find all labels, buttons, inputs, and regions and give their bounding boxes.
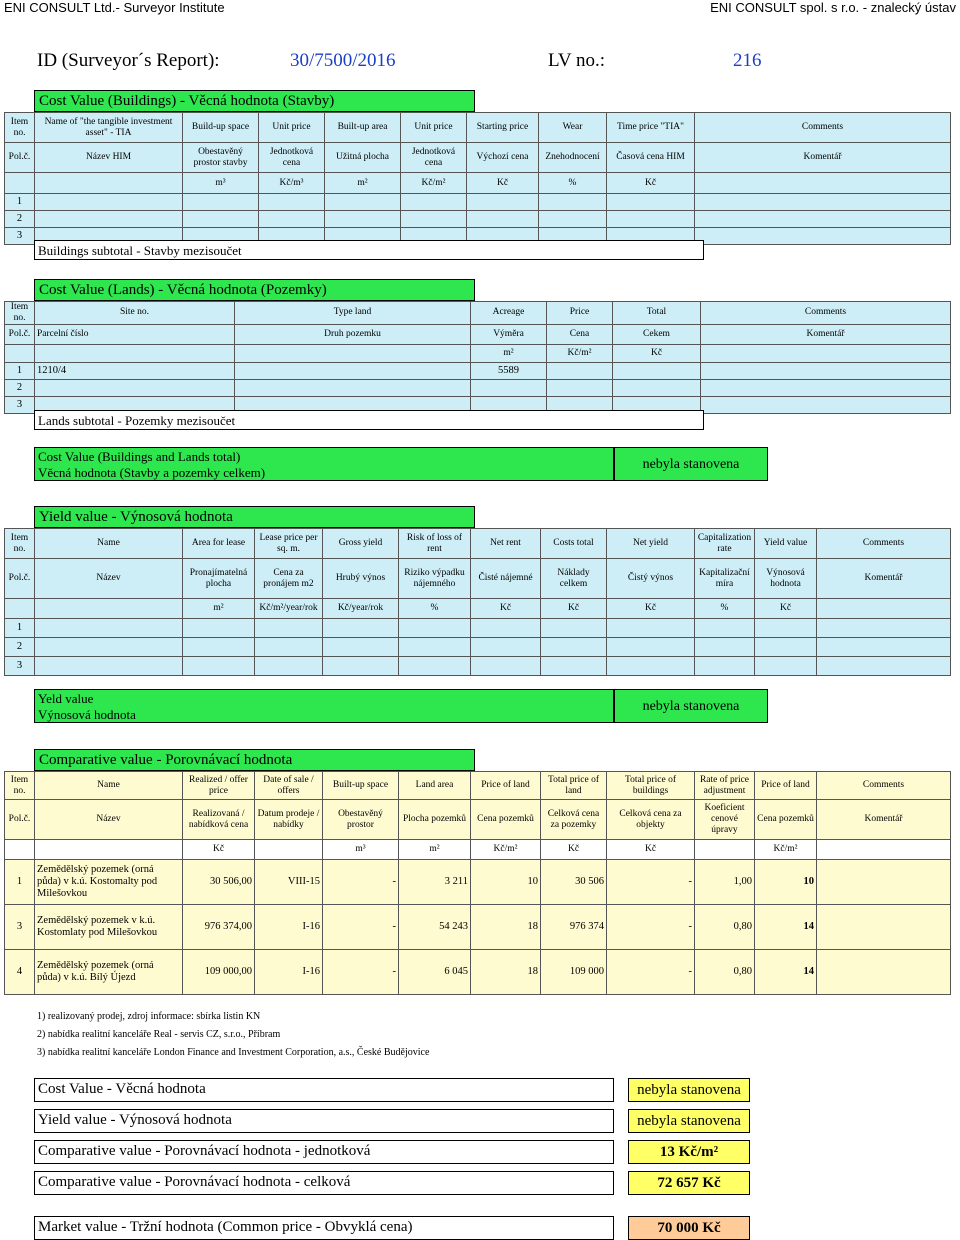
summary-comparative-total-label: Comparative value - Porovnávací hodnota - celková	[34, 1171, 614, 1195]
lv-label: LV no.:	[548, 50, 606, 71]
lands-table	[4, 301, 951, 414]
table-row: 3 Zemědělský pozemek v k.ú. Kostomlaty pod Milešovkou 976 374,00 I-16 - 54 243 18 976 374 - 0,80 14	[5, 905, 951, 950]
table-row: 3	[5, 228, 951, 245]
table-row: 4 Zemědělský pozemek (orná půda) v k.ú. Bílý Újezd 109 000,00 I-16 - 6 045 18 109 000 - 0,80 14	[5, 950, 951, 995]
header-left: ENI CONSULT Ltd.- Surveyor Institute	[4, 0, 225, 15]
summary-cost-label: Cost Value - Věcná hodnota	[34, 1078, 614, 1102]
buildings-subtotal: Buildings subtotal - Stavby mezisoučet	[34, 240, 704, 260]
comparative-table	[4, 771, 951, 995]
yield-header-cz: Pol.č. Název Pronajímatelná plocha Cena za pronájem m2 Hrubý výnos Riziko výpadku nájemného Čisté nájemné Náklady celkem Čistý výnos Kapitalizační míra Výnosová hodnota Komentář	[5, 559, 951, 599]
comparative-header-en: Item no. Name Realized / offer price Date of sale / offers Built-up space Land area Price of land Total price of land Total price of buildings Rate of price adjustment Price of land Comments	[5, 772, 951, 800]
table-row: 2	[5, 379, 951, 396]
report-id-value: 30/7500/2016	[290, 50, 396, 71]
table-row: 1	[5, 619, 951, 638]
summary-cost-value: nebyla stanovena	[628, 1078, 750, 1102]
summary-comparative-unit-label: Comparative value - Porovnávací hodnota - jednotková	[34, 1140, 614, 1164]
cost-total-label: Cost Value (Buildings and Lands total) Věcná hodnota (Stavby a pozemky celkem)	[34, 447, 614, 481]
table-row: 2	[5, 211, 951, 228]
buildings-title: Cost Value (Buildings) - Věcná hodnota (Stavby)	[34, 90, 475, 112]
yield-units: m² Kč/m²/year/rok Kč/year/rok % Kč Kč Kč % Kč	[5, 599, 951, 619]
comparative-units: Kč m³ m² Kč/m² Kč Kč Kč/m²	[5, 840, 951, 860]
header-right: ENI CONSULT spol. s r.o. - znalecký ústav	[710, 0, 956, 15]
table-row: 2	[5, 638, 951, 657]
summary-comparative-total-value: 72 657 Kč	[628, 1171, 750, 1195]
table-row: 1	[5, 194, 951, 211]
yield-total-value: nebyla stanovena	[614, 689, 768, 723]
cost-total-value: nebyla stanovena	[614, 447, 768, 481]
comparative-notes: 1) realizovaný prodej, zdroj informace: sbírka listin KN 2) nabídka realitní kanceláře Real - servis CZ, s.r.o., Příbram 3) nabídka realitní kanceláře London Finance and Investment Corporation, a.s., České Budějovice	[37, 1011, 430, 1058]
table-row: 1 Zemědělský pozemek (orná půda) v k.ú. Kostomalty pod Milešovkou 30 506,00 VIII-15 - 3 211 10 30 506 - 1,00 10	[5, 860, 951, 905]
table-row: 3	[5, 396, 951, 413]
buildings-units: m³ Kč/m³ m² Kč/m² Kč % Kč	[5, 173, 951, 194]
lands-subtotal: Lands subtotal - Pozemky mezisoučet	[34, 410, 704, 430]
summary-yield-label: Yield value - Výnosová hodnota	[34, 1109, 614, 1133]
market-value: 70 000 Kč	[628, 1216, 750, 1240]
yield-title: Yield value - Výnosová hodnota	[34, 506, 475, 528]
buildings-table	[4, 112, 951, 245]
table-row: 1 1210/4 5589	[5, 362, 951, 379]
comparative-header-cz: Pol.č. Název Realizovaná / nabídková cena Datum prodeje / nabídky Obestavěný prostor Plocha pozemků Cena pozemků Celková cena za pozemky Celková cena za objekty Koeficient cenové úpravy Cena pozemků Komentář	[5, 800, 951, 840]
lands-title: Cost Value (Lands) - Věcná hodnota (Pozemky)	[34, 279, 475, 301]
yield-header-en: Item no. Name Area for lease Lease price per sq. m. Gross yield Risk of loss of rent Net rent Costs total Net yield Capitalization rate Yield value Comments	[5, 529, 951, 559]
table-row: 3	[5, 657, 951, 676]
buildings-header-en: Item no. Name of "the tangible investment asset" - TIA Build-up space Unit price Built-up area Unit price Starting price Wear Time price "TIA" Comments	[5, 113, 951, 143]
summary-comparative-unit-value: 13 Kč/m²	[628, 1140, 750, 1164]
market-value-label: Market value - Tržní hodnota (Common price - Obvyklá cena)	[34, 1216, 614, 1240]
yield-table	[4, 528, 951, 676]
report-id-label: ID (Surveyor´s Report):	[37, 50, 220, 71]
comparative-title: Comparative value - Porovnávací hodnota	[34, 749, 475, 771]
lands-header-cz: Pol.č. Parcelní číslo Druh pozemku Výměra Cena Cekem Komentář	[5, 324, 951, 344]
buildings-header-cz: Pol.č. Název HIM Obestavěný prostor stavby Jednotková cena Užitná plocha Jednotková cena Výchozí cena Znehodnocení Časová cena HIM Komentář	[5, 143, 951, 173]
summary-yield-value: nebyla stanovena	[628, 1109, 750, 1133]
yield-total-label: Yeld value Výnosová hodnota	[34, 689, 614, 723]
lands-units: m² Kč/m² Kč	[5, 344, 951, 362]
lv-value: 216	[733, 50, 762, 71]
lands-header-en: Item no. Site no. Type land Acreage Price Total Comments	[5, 302, 951, 325]
